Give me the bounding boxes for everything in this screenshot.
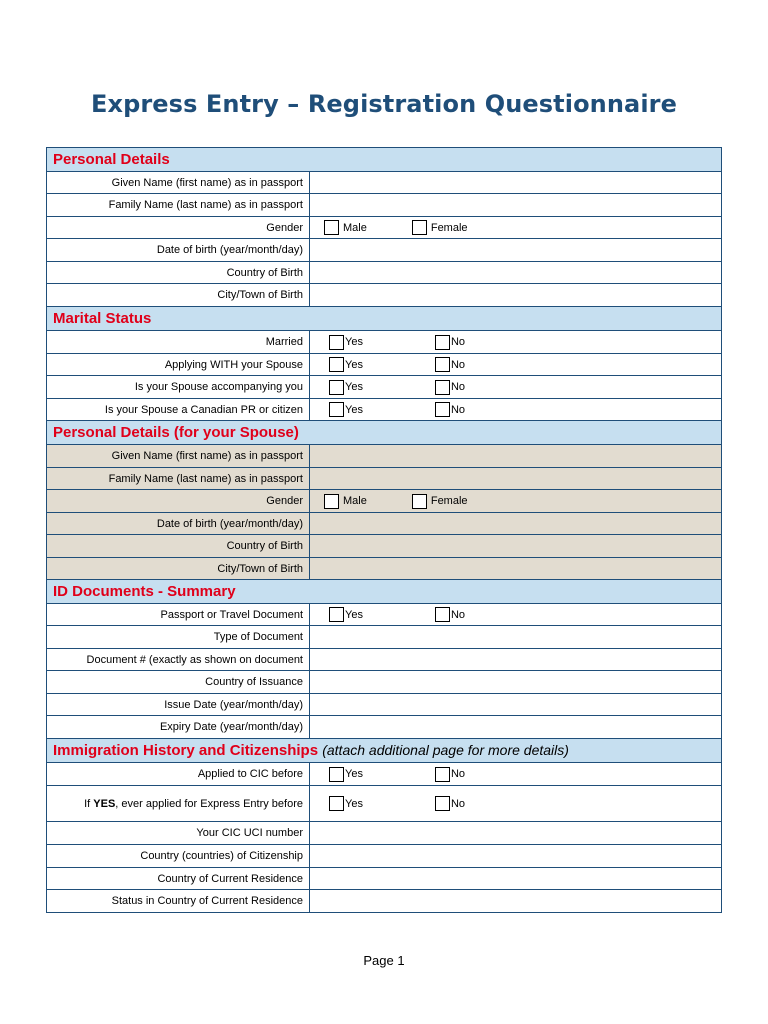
no-checkbox[interactable]	[435, 767, 450, 782]
document-number-input[interactable]	[310, 649, 722, 671]
form-row	[47, 649, 722, 671]
country-of-birth-input[interactable]	[310, 262, 722, 284]
form-row	[47, 845, 722, 868]
no-checkbox[interactable]	[435, 357, 450, 372]
spouse-city-of-birth-input[interactable]	[310, 558, 722, 580]
express-entry-options	[310, 786, 722, 822]
form-row	[47, 217, 722, 239]
field-label: Country of Current Residence	[47, 868, 310, 890]
field-label: Date of birth (year/month/day)	[47, 239, 310, 262]
checkbox-label: Yes	[345, 358, 363, 371]
applying-with-spouse-options	[310, 354, 722, 376]
date-of-birth-input[interactable]	[310, 239, 722, 262]
field-label: Given Name (first name) as in passport	[47, 172, 310, 194]
section-header-cell	[47, 739, 722, 763]
expiry-date-input[interactable]	[310, 716, 722, 739]
yes-checkbox[interactable]	[329, 767, 344, 782]
field-label: Family Name (last name) as in passport	[47, 468, 310, 490]
form-row	[47, 558, 722, 580]
married-options	[310, 331, 722, 354]
checkbox-label: No	[450, 336, 466, 348]
field-label	[47, 786, 310, 822]
form-row	[47, 194, 722, 217]
gender-options	[310, 217, 722, 239]
spouse-date-of-birth-input[interactable]	[310, 513, 722, 535]
checkbox-label: Yes	[345, 608, 363, 621]
label-prefix: If	[84, 797, 94, 810]
field-label: Country of Birth	[47, 535, 310, 558]
section-title-marital-status: Marital Status	[47, 307, 722, 331]
male-checkbox[interactable]	[324, 220, 339, 235]
field-label: Country of Issuance	[47, 671, 310, 694]
given-name-input[interactable]	[310, 172, 722, 194]
form-row	[47, 626, 722, 649]
field-label: City/Town of Birth	[47, 284, 310, 307]
no-checkbox[interactable]	[435, 380, 450, 395]
field-label: Gender	[47, 217, 310, 239]
section-header	[47, 148, 722, 172]
spouse-family-name-input[interactable]	[310, 468, 722, 490]
yes-checkbox[interactable]	[329, 796, 344, 811]
form-row	[47, 468, 722, 490]
section-header	[47, 739, 722, 763]
section-header	[47, 307, 722, 331]
no-checkbox[interactable]	[435, 796, 450, 811]
checkbox-label: Female	[430, 495, 468, 507]
spouse-country-of-birth-input[interactable]	[310, 535, 722, 558]
yes-checkbox[interactable]	[329, 402, 344, 417]
spouse-given-name-input[interactable]	[310, 445, 722, 468]
spouse-canadian-options	[310, 399, 722, 421]
checkbox-label: Male	[343, 495, 367, 507]
questionnaire-table	[46, 147, 722, 913]
city-of-birth-input[interactable]	[310, 284, 722, 307]
form-row	[47, 716, 722, 739]
male-checkbox[interactable]	[324, 494, 339, 509]
checkbox-label: No	[450, 797, 466, 810]
checkbox-label: Yes	[345, 336, 363, 348]
field-label: Married	[47, 331, 310, 354]
form-row	[47, 604, 722, 626]
form-row	[47, 786, 722, 822]
field-label: Country (countries) of Citizenship	[47, 845, 310, 868]
field-label: Your CIC UCI number	[47, 822, 310, 845]
form-row	[47, 354, 722, 376]
yes-checkbox[interactable]	[329, 357, 344, 372]
form-row	[47, 239, 722, 262]
checkbox-label: Male	[343, 221, 367, 234]
form-row	[47, 535, 722, 558]
label-emphasis: YES	[93, 797, 116, 810]
spouse-gender-options	[310, 490, 722, 513]
section-title-immigration-history: Immigration History and Citizenships	[53, 742, 319, 759]
section-header	[47, 421, 722, 445]
field-label: Document # (exactly as shown on document	[47, 649, 310, 671]
field-label: Issue Date (year/month/day)	[47, 694, 310, 716]
field-label: Status in Country of Current Residence	[47, 890, 310, 913]
female-checkbox[interactable]	[412, 494, 427, 509]
checkbox-label: Yes	[345, 768, 363, 780]
page-title: Express Entry – Registration Questionnaire	[91, 90, 677, 118]
label-suffix: , ever applied for Express Entry before	[115, 797, 303, 810]
section-title-personal-details: Personal Details	[47, 148, 722, 172]
checkbox-label: Yes	[345, 797, 363, 810]
field-label: Family Name (last name) as in passport	[47, 194, 310, 217]
applied-cic-options	[310, 763, 722, 786]
field-label: Applying WITH your Spouse	[47, 354, 310, 376]
form-row	[47, 284, 722, 307]
section-header	[47, 580, 722, 604]
form-row	[47, 172, 722, 194]
form-row	[47, 890, 722, 913]
checkbox-label: No	[450, 608, 466, 621]
field-label: Country of Birth	[47, 262, 310, 284]
no-checkbox[interactable]	[435, 335, 450, 350]
form-row	[47, 262, 722, 284]
female-checkbox[interactable]	[412, 220, 427, 235]
field-label: City/Town of Birth	[47, 558, 310, 580]
passport-options	[310, 604, 722, 626]
form-row	[47, 513, 722, 535]
form-row	[47, 868, 722, 890]
form-row	[47, 763, 722, 786]
checkbox-label: No	[450, 403, 466, 416]
issue-date-input[interactable]	[310, 694, 722, 716]
field-label: Type of Document	[47, 626, 310, 649]
uci-number-input[interactable]	[310, 822, 722, 845]
form-row	[47, 399, 722, 421]
field-label: Passport or Travel Document	[47, 604, 310, 626]
form-row	[47, 445, 722, 468]
checkbox-label: No	[450, 358, 466, 371]
field-label: Is your Spouse a Canadian PR or citizen	[47, 399, 310, 421]
form-row	[47, 376, 722, 399]
current-residence-input[interactable]	[310, 868, 722, 890]
yes-checkbox[interactable]	[329, 380, 344, 395]
spouse-accompanying-options	[310, 376, 722, 399]
checkbox-label: Yes	[345, 403, 363, 416]
field-label: Is your Spouse accompanying you	[47, 376, 310, 399]
section-title-spouse-details: Personal Details (for your Spouse)	[47, 421, 722, 445]
yes-checkbox[interactable]	[329, 607, 344, 622]
checkbox-label: No	[450, 381, 466, 393]
no-checkbox[interactable]	[435, 607, 450, 622]
yes-checkbox[interactable]	[329, 335, 344, 350]
checkbox-label: Yes	[345, 381, 363, 393]
country-of-issuance-input[interactable]	[310, 671, 722, 694]
form-row	[47, 694, 722, 716]
checkbox-label: Female	[430, 221, 468, 234]
checkbox-label: No	[450, 768, 466, 780]
citizenship-input[interactable]	[310, 845, 722, 868]
field-label: Gender	[47, 490, 310, 513]
form-row	[47, 331, 722, 354]
family-name-input[interactable]	[310, 194, 722, 217]
form-row	[47, 490, 722, 513]
page-number: Page 1	[363, 953, 405, 968]
no-checkbox[interactable]	[435, 402, 450, 417]
form-row	[47, 822, 722, 845]
document-type-input[interactable]	[310, 626, 722, 649]
field-label: Applied to CIC before	[47, 763, 310, 786]
section-note: (attach additional page for more details)	[322, 742, 569, 758]
section-title-id-documents: ID Documents - Summary	[47, 580, 722, 604]
field-label: Expiry Date (year/month/day)	[47, 716, 310, 739]
field-label: Date of birth (year/month/day)	[47, 513, 310, 535]
field-label: Given Name (first name) as in passport	[47, 445, 310, 468]
form-row	[47, 671, 722, 694]
residence-status-input[interactable]	[310, 890, 722, 913]
